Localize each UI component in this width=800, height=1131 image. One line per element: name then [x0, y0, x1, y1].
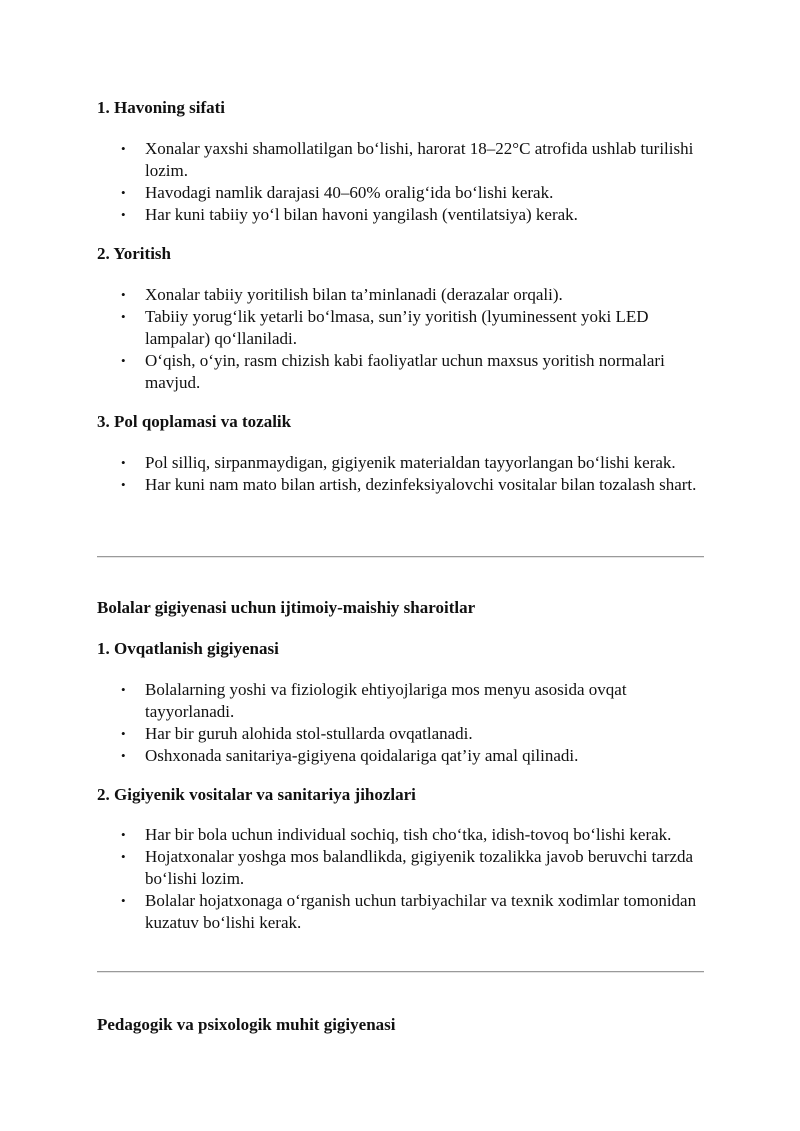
bullet-icon: •: [121, 455, 126, 470]
list-item: • Bolalar hojatxonaga o‘rganish uchun tarbiyachilar va texnik xodimlar tomonidan kuzatuv bo‘lishi kerak.: [121, 891, 697, 932]
bullet-icon: •: [121, 682, 126, 697]
bullet-list: [97, 679, 704, 767]
list-item: • Pol silliq, sirpanmaydigan, gigiyenik materialdan tayyorlangan bo‘lishi kerak.: [121, 453, 676, 472]
bullet-icon: •: [121, 893, 126, 908]
list-item: • Havodagi namlik darajasi 40–60% oralig‘ida bo‘lishi kerak.: [121, 183, 554, 202]
bullet-icon: •: [121, 309, 126, 324]
list-item: • Oshxonada sanitariya-gigiyena qoidalariga qat’iy amal qilinadi.: [121, 746, 579, 765]
list-item: • Har bir guruh alohida stol-stullarda ovqatlanadi.: [121, 724, 473, 743]
list-item: • O‘qish, o‘yin, rasm chizish kabi faoliyatlar uchun maxsus yoritish normalari mavjud.: [121, 351, 665, 392]
bullet-icon: •: [121, 748, 126, 763]
horizontal-rule: [97, 556, 704, 558]
bullet-list: [97, 284, 704, 394]
section-heading: 1. Havoning sifati: [97, 98, 225, 117]
list-item: • Har kuni tabiiy yo‘l bilan havoni yangilash (ventilatsiya) kerak.: [121, 205, 578, 224]
section-heading: 2. Gigiyenik vositalar va sanitariya jihozlari: [97, 785, 416, 804]
list-item: • Hojatxonalar yoshga mos balandlikda, gigiyenik tozalikka javob beruvchi tarzda bo‘lishi lozim.: [121, 847, 694, 888]
list-item: • Bolalarning yoshi va fiziologik ehtiyojlariga mos menyu asosida ovqat tayyorlanadi.: [121, 680, 627, 721]
list-item: • Xonalar tabiiy yoritilish bilan ta’minlanadi (derazalar orqali).: [121, 285, 563, 304]
list-item: • Har bir bola uchun individual sochiq, tish cho‘tka, idish-tovoq bo‘lishi kerak.: [121, 825, 672, 844]
bullet-list: [97, 824, 704, 934]
bullet-icon: •: [121, 207, 126, 222]
list-item: • Har kuni nam mato bilan artish, dezinfeksiyalovchi vositalar bilan tozalash shart.: [121, 475, 697, 494]
part-heading: Pedagogik va psixologik muhit gigiyenasi: [97, 1015, 396, 1034]
horizontal-rule: [97, 971, 704, 973]
part-heading: Bolalar gigiyenasi uchun ijtimoiy-maishiy sharoitlar: [97, 598, 476, 617]
bullet-icon: •: [121, 827, 126, 842]
bullet-icon: •: [121, 477, 126, 492]
bullet-icon: •: [121, 287, 126, 302]
section-heading: 1. Ovqatlanish gigiyenasi: [97, 639, 279, 658]
bullet-icon: •: [121, 849, 126, 864]
section-heading: 3. Pol qoplamasi va tozalik: [97, 412, 292, 431]
bullet-icon: •: [121, 141, 126, 156]
list-item: • Xonalar yaxshi shamollatilgan bo‘lishi, harorat 18–22°C atrofida ushlab turilishi lozim.: [121, 139, 694, 180]
section-heading: 2. Yoritish: [97, 244, 171, 263]
bullet-icon: •: [121, 185, 126, 200]
bullet-icon: •: [121, 353, 126, 368]
bullet-list: [97, 452, 704, 496]
bullet-list: [97, 138, 704, 226]
bullet-icon: •: [121, 726, 126, 741]
list-item: • Tabiiy yorug‘lik yetarli bo‘lmasa, sun’iy yoritish (lyuminessent yoki LED lampalar) qo‘llaniladi.: [121, 307, 649, 348]
